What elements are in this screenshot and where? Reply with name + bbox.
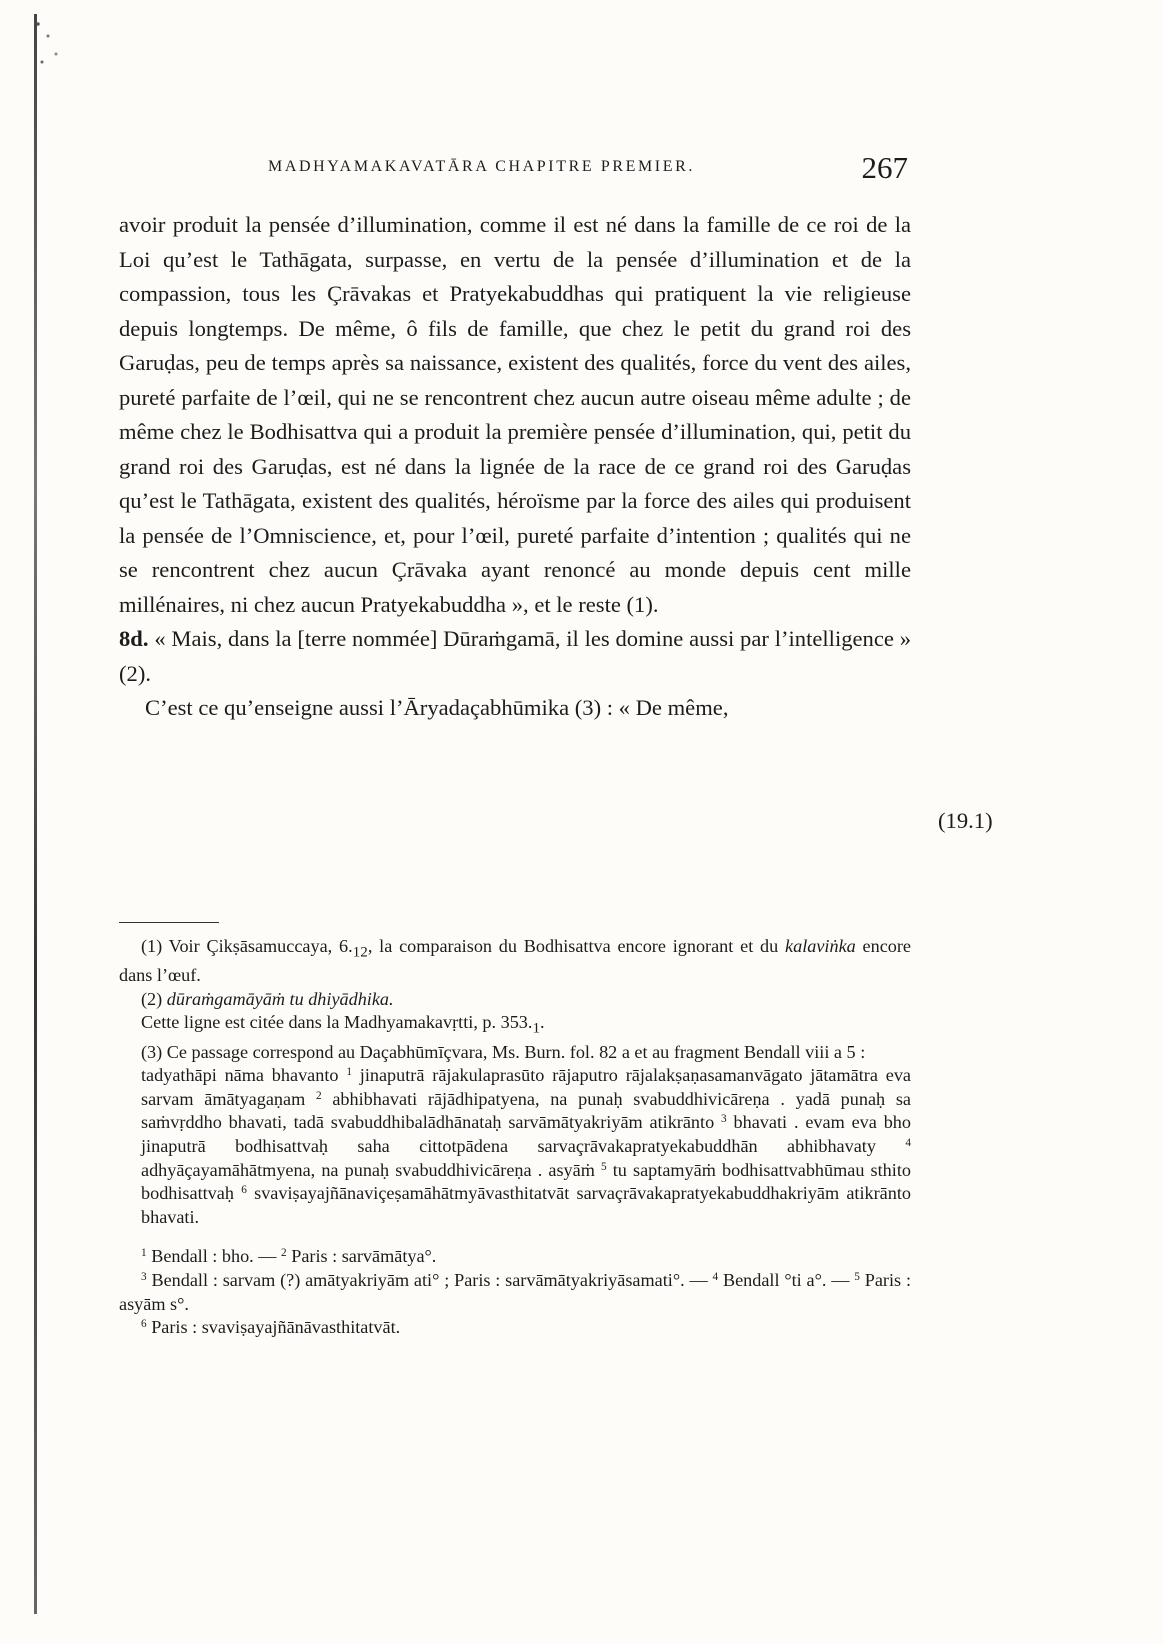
- sub-note-5: Paris : asyām s°.: [119, 1270, 911, 1314]
- sub-note-3: Bendall : sarvam (?) amātyakriyām ati° ; Paris : sarvāmātyakriyāsamati°. —: [146, 1270, 713, 1290]
- sanskrit-passage: [141, 1064, 911, 1229]
- scan-specks: [30, 14, 64, 74]
- skt-sup-4: 4: [905, 1136, 911, 1149]
- verse-quote-text: « Mais, dans la [terre nommée] Dūraṁgamā, il les domine aussi par l’intelligence » (2).: [119, 626, 911, 686]
- footnote-1-italic: kalaviṅka: [785, 936, 856, 956]
- section-label: 8d.: [119, 626, 149, 651]
- sub-footnote-3-5: [119, 1269, 911, 1316]
- margin-reference: (19.1): [938, 808, 993, 833]
- footnote-1-text-b: , la comparaison du Bodhisattva encore ignorant et du: [367, 936, 786, 956]
- skt-part-6: tu saptamyāṁ bodhisattvabhūmau sthito bodhisattvaḥ: [141, 1159, 911, 1204]
- footnote-2-line2-text: Cette ligne est citée dans la Madhyamakavṛtti, p. 353.: [141, 1012, 533, 1033]
- sub-sup-1: 1: [141, 1247, 147, 1260]
- sub-footnotes: [119, 1245, 911, 1339]
- footnotes: [119, 935, 911, 1340]
- body-paragraph-3: C’est ce qu’enseigne aussi l’Āryadaçabhūmika (3) : « De même,: [145, 695, 729, 720]
- sub-footnote-6: [119, 1316, 911, 1340]
- skt-part-3: abhibhavati rājādhipatyena, na punaḥ svabuddhivicāreṇa . yadā punaḥ sa saṁvṛddho bhavati, tadā svabuddhibalādhānataḥ sarvāmātyakriyām atikrānto: [141, 1088, 911, 1133]
- sub-sup-3: 3: [141, 1270, 147, 1283]
- sub-footnote-1-2: [119, 1245, 911, 1269]
- footnote-2-line2-subscript: 1: [532, 1020, 541, 1038]
- verse-quote: [119, 622, 911, 691]
- sub-sup-5: 5: [854, 1270, 860, 1283]
- sub-note-1: Bendall : bho. —: [146, 1246, 282, 1267]
- skt-part-5: adhyāçayamāhātmyena, na punaḥ svabuddhivicāreṇa . asyāṁ: [141, 1159, 601, 1180]
- page-header: [268, 150, 908, 190]
- binding-edge: [34, 14, 37, 1614]
- page-number: 267: [861, 150, 908, 185]
- footnote-divider: [119, 922, 219, 923]
- skt-part-2: jinaputrā rājakulaprasūto rājaputro rājalakṣaṇasamanvāgato jātamātra eva sarvam āmātyagaṇam: [141, 1065, 911, 1109]
- footnote-2-line2: [119, 1011, 911, 1040]
- footnote-1-subscript: 12: [352, 943, 368, 961]
- footnote-2-line2-end: .: [540, 1012, 545, 1033]
- sub-note-6: Paris : svaviṣayajñānāvasthitatvāt.: [146, 1317, 401, 1338]
- sub-note-4: Bendall °ti a°. —: [718, 1270, 855, 1290]
- skt-sup-2: 2: [315, 1089, 322, 1102]
- skt-sup-5: 5: [600, 1160, 607, 1173]
- skt-part-7: svaviṣayajñānaviçeṣamāhātmyāvasthitatvāt sarvaçrāvakapratyekabuddhakriyām atikrānto bhavati.: [141, 1183, 911, 1227]
- running-title: MADHYAMAKAVATĀRA CHAPITRE PREMIER.: [268, 158, 695, 175]
- footnote-1-text-c: encore dans l’œuf.: [119, 936, 912, 986]
- sub-sup-2: 2: [281, 1247, 287, 1260]
- sub-note-2: Paris : sarvāmātya°.: [286, 1246, 437, 1267]
- sub-sup-6: 6: [141, 1317, 147, 1330]
- skt-part-4: bhavati . evam eva bho jinaputrā bodhisattvaḥ saha cittotpādena sarvaçrāvakapratyekabuddhān abhibhavaty: [141, 1112, 911, 1157]
- skt-sup-3: 3: [721, 1113, 727, 1126]
- footnote-3: (3) Ce passage correspond au Daçabhūmīçvara, Ms. Burn. fol. 82 a et au fragment Bendall viii a 5 :: [141, 1041, 866, 1062]
- footnote-2: [119, 988, 911, 1012]
- main-text: [119, 208, 911, 726]
- footnote-1-text: (1) Voir Çikṣāsamuccaya, 6.: [141, 936, 353, 956]
- footnote-1: [119, 935, 911, 988]
- sub-sup-4: 4: [712, 1270, 719, 1283]
- footnote-2-label: (2): [141, 988, 167, 1009]
- footnote-2-italic: dūraṁgamāyāṁ tu dhiyādhika.: [166, 988, 394, 1009]
- skt-sup-6: 6: [241, 1184, 247, 1197]
- skt-part-1: tadyathāpi nāma bhavanto: [141, 1065, 347, 1086]
- body-paragraph-1: avoir produit la pensée d’illumination, comme il est né dans la famille de ce roi de la Loi qu’est le Tathāgata, surpasse, en vertu de la pensée d’illumination et de la compassion, tous les Çrāvakas et Pratyekabuddhas qui pratiquent la vie religieuse depuis longtemps. De même, ô fils de famille, que chez le petit du grand roi des Garuḍas, peu de temps après sa naissance, existent des qualités, force du vent des ailes, pureté parfaite de l’œil, qui ne se rencontrent chez aucun autre oiseau même adulte ; de même chez le Bodhisattva qui a produit la première pensée d’illumination, qui, petit du grand roi des Garuḍas, est né dans la lignée de la race de ce grand roi des Garuḍas qu’est le Tathāgata, existent des qualités, héroïsme par la force des ailes qui produisent la pensée de l’Omniscience, et, pour l’œil, pureté parfaite d’intention ; qualités qui ne se rencontrent chez aucun Çrāvaka ayant renoncé au monde depuis cent mille millénaires, ni chez aucun Pratyekabuddha », et le reste (1).: [119, 212, 911, 617]
- skt-sup-1: 1: [346, 1066, 352, 1079]
